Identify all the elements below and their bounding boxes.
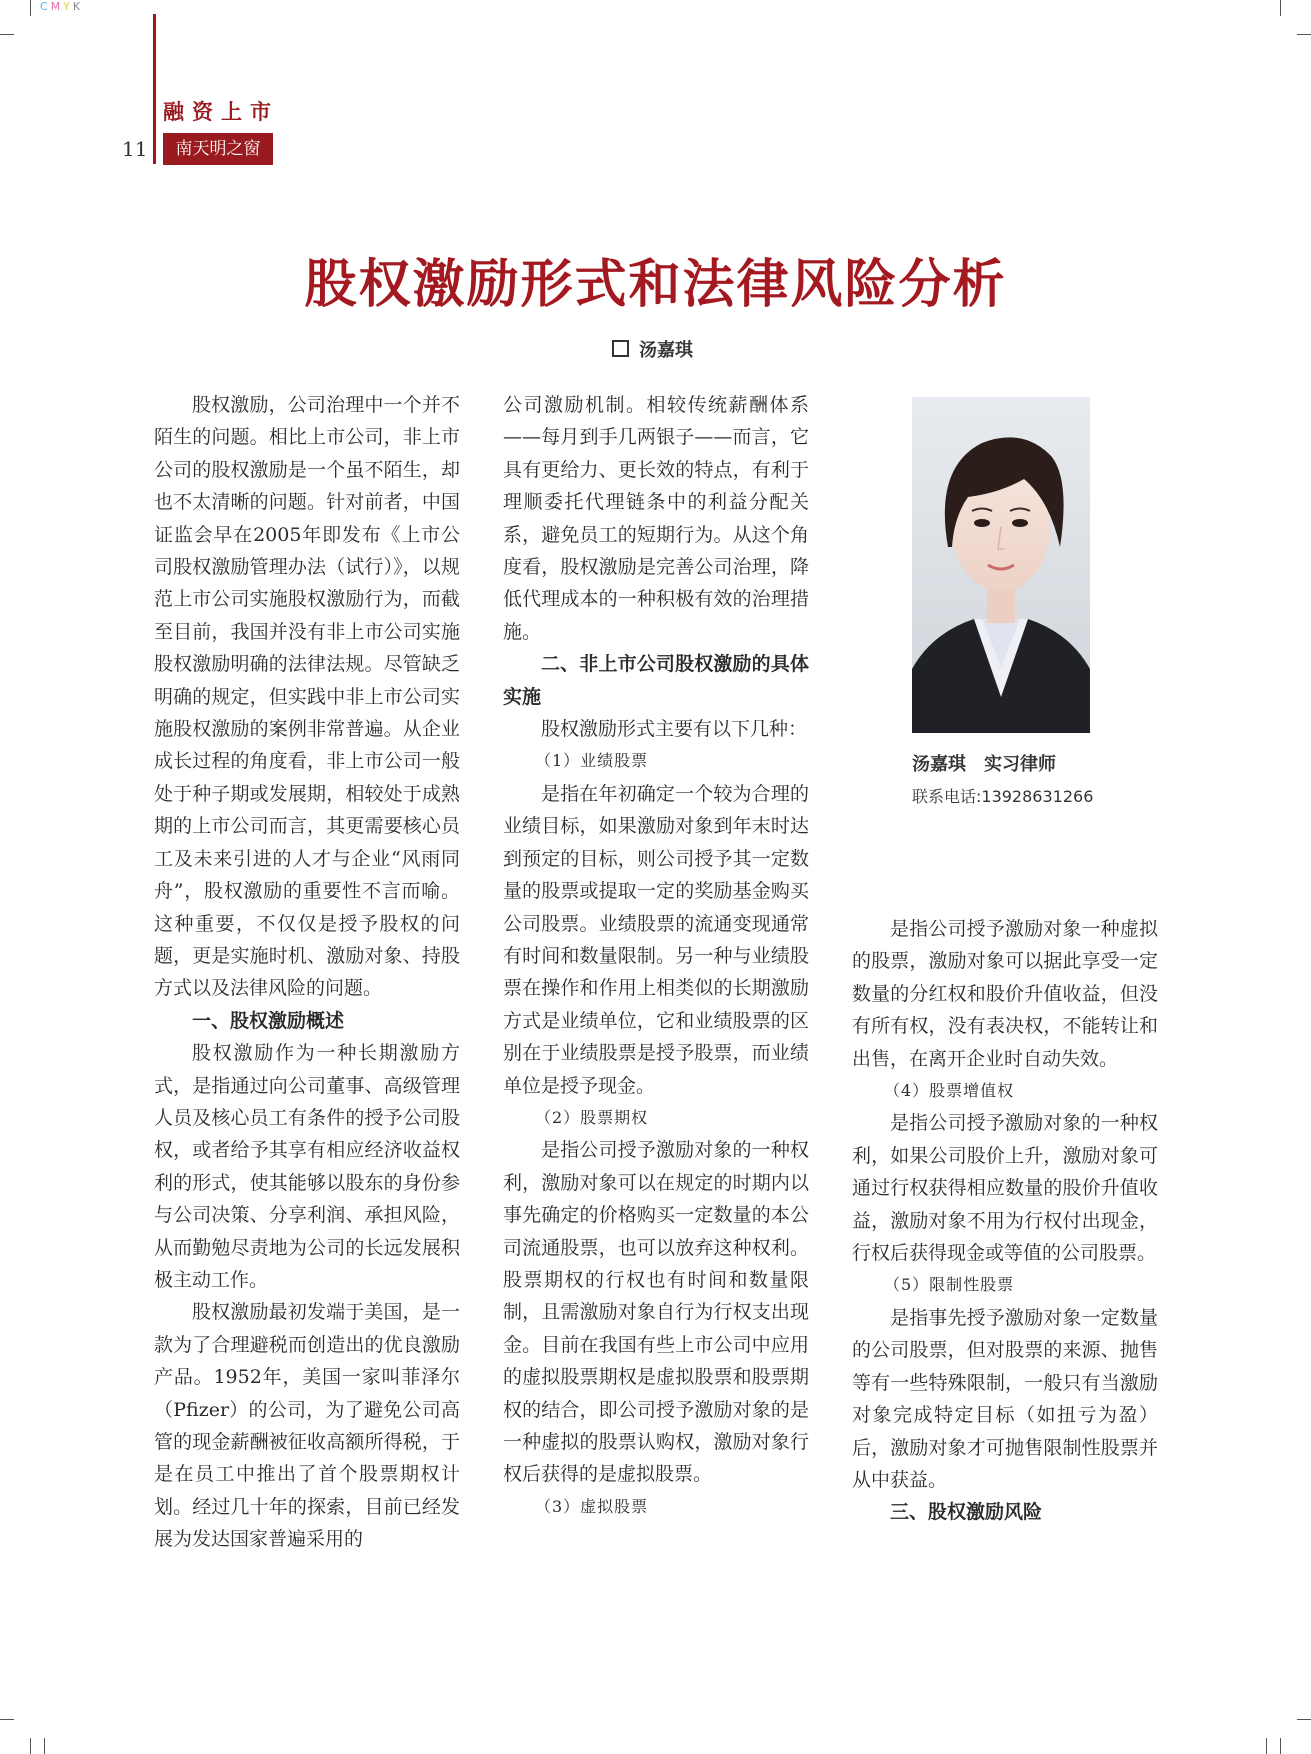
crop-mark: [1297, 34, 1311, 35]
cmyk-c: C: [40, 0, 51, 13]
column-1: [154, 389, 460, 1556]
crop-mark: [44, 1738, 45, 1754]
paragraph: 股权激励作为一种长期激励方式，是指通过向公司董事、高级管理人员及核心员工有条件的授予公司股权，或者给予其享有相应经济收益权利的形式，使其能够以股东的身份参与公司决策、分享利润、承担风险，从而勤勉尽责地为公司的长远发展积极主动工作。: [154, 1042, 460, 1291]
cmyk-m: M: [50, 0, 64, 13]
section-heading: 三、股权激励风险: [890, 1501, 1043, 1524]
subheading: （5）限制性股票: [884, 1275, 1015, 1295]
section-heading: 一、股权激励概述: [192, 1009, 345, 1032]
crop-mark: [1280, 1738, 1281, 1754]
crop-mark: [0, 1719, 14, 1720]
byline: [612, 336, 693, 362]
cmyk-k: K: [72, 0, 84, 13]
subheading: （1）业绩股票: [535, 751, 649, 771]
crop-mark: [30, 0, 31, 16]
cmyk-y: Y: [63, 0, 73, 13]
author-photo: [912, 397, 1090, 733]
paragraph: 股权激励，公司治理中一个并不陌生的问题。相比上市公司，非上市公司的股权激励是一个虽不陌生，却也不太清晰的问题。针对前者，中国证监会早在2005年即发布《上市公司股权激励管理办法（试行）》，以规范上市公司实施股权激励行为，而截至目前，我国并没有非上市公司实施股权激励明确的法律法规。尽管缺乏明确的规定，但实践中非上市公司实施股权激励的案例非常普遍。从企业成长过程的角度看，非上市公司一般处于种子期或发展期，相较处于成熟期的上市公司而言，其更需要核心员工及未来引进的人才与企业“风雨同舟”，股权激励的重要性不言而喻。这种重要，不仅仅是授予股权的问题，更是实施时机、激励对象、持股方式以及法律风险的问题。: [154, 394, 460, 1000]
section-heading: 二、非上市公司股权激励的具体实施: [503, 653, 809, 708]
subheading: （2）股票期权: [535, 1107, 649, 1127]
paragraph: 股权激励最初发端于美国，是一款为了合理避税而创造出的优良激励产品。1952年，美国一家叫菲泽尔（Pfizer）的公司，为了避免公司高管的现金薪酬被征收高额所得税，于是在员工中推出了首个股票期权计划。经过几十年的探索，目前已经发展为发达国家普遍采用的: [154, 1301, 460, 1551]
author-portrait-icon: [912, 397, 1090, 733]
column-2: [503, 389, 809, 1523]
paragraph: 是指公司授予激励对象的一种权利，如果公司股价上升，激励对象可通过行权获得相应数量的股价升值收益，激励对象不用为行权付出现金，行权后获得现金或等值的公司股票。: [852, 1112, 1158, 1265]
paragraph: 是指事先授予激励对象一定数量的公司股票，但对股票的来源、抛售等有一些特殊限制，一般只有当激励对象完成特定目标（如扭亏为盈）后，激励对象才可抛售限制性股票并从中获益。: [852, 1306, 1158, 1491]
subheading: （3）虚拟股票: [535, 1496, 649, 1516]
paragraph: 是指在年初确定一个较为合理的业绩目标，如果激励对象到年末时达到预定的目标，则公司授予其一定数量的股票或提取一定的奖励基金购买公司股票。业绩股票的流通变现通常有时间和数量限制。另一种与业绩股票在操作和作用上相类似的长期激励方式是业绩单位，它和业绩股票的区别在于业绩股票是授予股票，而业绩单位是授予现金。: [503, 782, 809, 1097]
cmyk-registration: [40, 0, 83, 13]
author-name: 汤嘉琪: [639, 340, 693, 361]
page-number: 11: [122, 137, 148, 161]
square-icon: [612, 340, 629, 357]
crop-mark: [1297, 1719, 1311, 1720]
column-tag: 南天明之窗: [163, 133, 273, 165]
crop-mark: [0, 34, 14, 35]
crop-mark: [1266, 1738, 1267, 1754]
article-title: 股权激励形式和法律风险分析: [304, 255, 1007, 315]
paragraph: 股权激励形式主要有以下几种：: [541, 718, 808, 741]
section-label: 融资上市: [163, 100, 279, 124]
paragraph: 是指公司授予激励对象一种虚拟的股票，激励对象可以据此享受一定数量的分红权和股价升值收益，但没有所有权，没有表决权，不能转让和出售，在离开企业时自动失效。: [852, 918, 1158, 1070]
author-caption: 汤嘉琪 实习律师: [912, 754, 1056, 775]
crop-mark: [30, 1738, 31, 1754]
author-phone: 联系电话:13928631266: [912, 787, 1094, 806]
paragraph: 公司激励机制。相较传统薪酬体系——每月到手几两银子——而言，它具有更给力、更长效的特点，有利于理顺委托代理链条中的利益分配关系，避免员工的短期行为。从这个角度看，股权激励是完善公司治理，降低代理成本的一种积极有效的治理措施。: [503, 394, 809, 643]
subheading: （4）股票增值权: [884, 1081, 1015, 1101]
header-rule: [153, 14, 156, 164]
column-3: [852, 913, 1158, 1529]
crop-mark: [1280, 0, 1281, 16]
paragraph: 是指公司授予激励对象的一种权利，激励对象可以在规定的时期内以事先确定的价格购买一定数量的本公司流通股票，也可以放弃这种权利。股票期权的行权也有时间和数量限制，且需激励对象自行为行权支出现金。目前在我国有些上市公司中应用的虚拟股票期权是虚拟股票和股票期权的结合，即公司授予激励对象的是一种虚拟的股票认购权，激励对象行权后获得的是虚拟股票。: [503, 1139, 809, 1486]
